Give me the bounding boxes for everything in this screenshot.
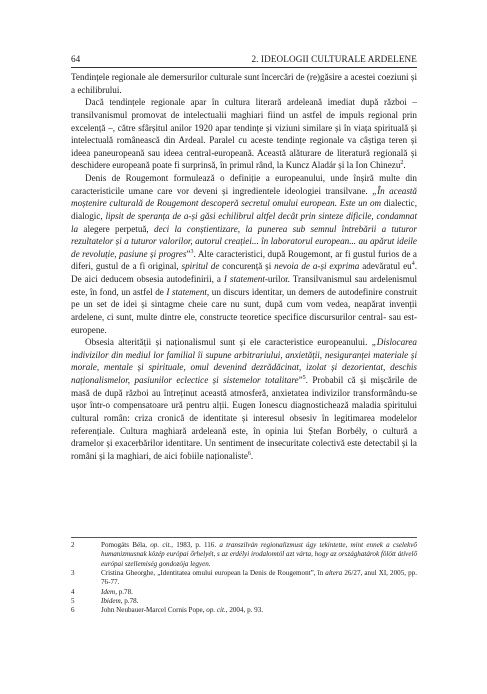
footnote-2: 2 Pomogáts Béla, op. cit., 1983, p. 116. a transzilván regionalizmust úgy tekintette, mint ennek a cselekvő humanizmusnak közép európai őrhelyét, s az erdélyi irodalomtól azt várta, hogy az országhatárok fölött átívelő európai szellemiség gondozója legyen. (71, 541, 417, 568)
footnote-3: 3 Cristina Gheorghe, „Identitatea omului european la Denis de Rougemont”, în altera 26/27, anul XI, 2005, pp. 76-77. (71, 569, 417, 587)
page-number: 64 (71, 54, 81, 64)
footnote-rule (71, 537, 417, 538)
footnote-ref[interactable]: 4 (411, 261, 415, 268)
paragraph-2: Dacă tendințele regionale apar în cultura literară ardeleană imediat după război – transilvanismul promovat de intelectualii maghiari fiind un astfel de impuls regional prin excelență –, către sfârșitul anilor 1920 apar tendințe și viziuni similare și în viața spirituală și intelectuală românească din Ardeal. Paralel cu aceste tendințe regionale va câștiga teren și ideea paneuropeană sau ideea central-europeană. Această alăturare de literatură regională și deschidere europeană poate fi surprinsă, în primul rând, la Kuncz Aladár și la Ion Chinezu$^2$. (71, 97, 417, 171)
chapter-title: 2. IDEOLOGII CULTURALE ARDELENE (251, 54, 417, 64)
footnote-ref[interactable]: 3 (190, 248, 194, 255)
footnote-ref[interactable]: 6 (247, 450, 251, 457)
paragraph-3: Denis de Rougemont formulează o definiție a europeanului, unde înșiră multe din caracteristicile umane care vor deveni și ingredientele ideologiei transilvane. „În această moștenire culturală de Rougemont descoperă secretul omului european. Este un om dialectic, dialogic, lipsit de speranța de a-și găsi echilibrul altfel decât prin sinteze dificile, condamnat la alegere perpetuă, deci la conștientizare, la punerea sub semnul întrebării a tuturor rezultatelor și a tuturor valorilor, autorul creației... în laboratorul european... au apărut ideile de revoluție, pasiune și progres”$^3$. Alte caracteristici, după Rougemont, ar fi gustul furios de a diferi, gustul de a fi original, spiritul de concurență și nevoia de a-și exprima adevăratul $eu^4$. De aici deducem obsesia autodefinirii, a I statement-urilor. Transilvanismul sau ardelenismul este, în fond, un astfel de I statement, un discurs identitar, un demers de autodefinire construit pe un set de idei și sintagme cheie care nu sunt, după cum vom vedea, neapărat invenții ardelene, ci sunt, multe dintre ele, constructe teoretice specifice discursurilor central- sau est-europene. (71, 173, 417, 335)
footnote-6: 6 John Neubauer-Marcel Cornis Pope, op. cit., 2004, p. 93. (71, 606, 264, 615)
running-header (71, 52, 417, 66)
footnote-ref[interactable]: 5 (302, 374, 306, 381)
footnote-5: 5 Ibidem, p.78. (71, 597, 139, 606)
footnotes (71, 541, 417, 616)
paragraph-4: Obsesia alterității și naționalismul sunt și ele caracteristice europeanului. „Dislocarea indivizilor din mediul lor familial îi supune arbitrariului, anxietății, nesiguranței materiale și morale, mentale și spirituale, omul devenind dezrădăcinat, izolat și dezorientat, deschis naționalismelor, pasiunilor eclectice și sistemelor totalitare”$^5$. Probabil că și mișcările de masă de după război au întreținut această atmosferă, anxietatea indivizilor transformându-se ușor într-o compensatoare ură pentru alții. Eugen Ionescu diagnostichează maladia spiritului cultural român: criza cronică de identitate și interesul obsesiv în legitimarea modelelor referențiale. Cultura maghiară ardeleană este, în opinia lui Ștefan Borbély, o cultură a dramelor și exacerbărilor identitare. Un sentiment de insecuritate colectivă este detectabil și la români și la maghiari, de aici fobiile naționaliste$^6$. (71, 337, 418, 461)
body-text (71, 71, 417, 462)
footnote-4: 4 Idem, p.78. (71, 587, 133, 596)
footnote-ref[interactable]: 2 (400, 160, 404, 167)
header-rule (71, 67, 417, 68)
paragraph-1: Tendințele regionale ale demersurilor culturale sunt încercări de (re)găsire a acestei coeziuni și a echilibrului. (71, 72, 417, 95)
